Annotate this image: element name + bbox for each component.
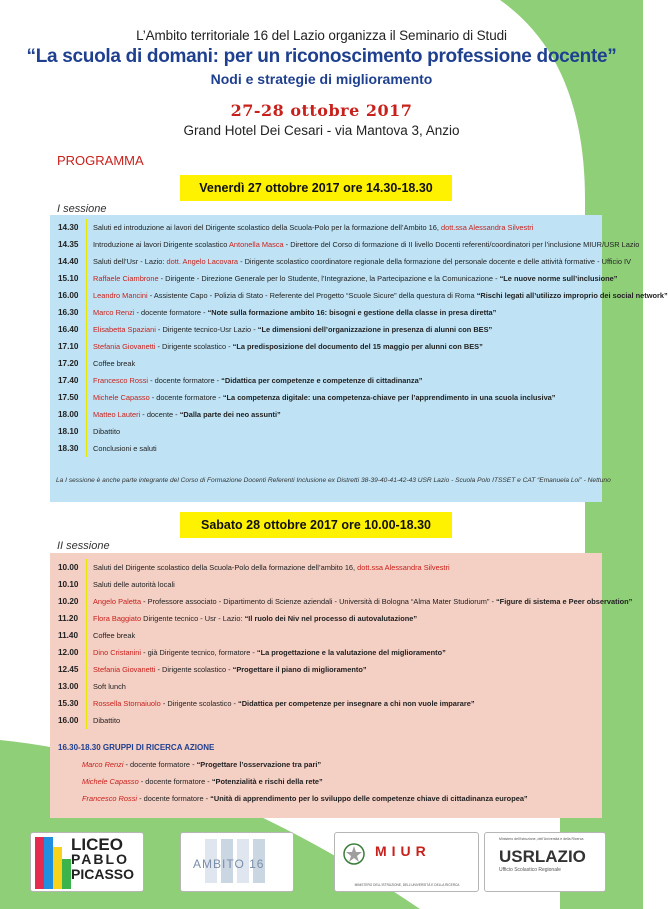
- description-text: - Professore associato - Dipartimento di Scienze aziendali - Università di Bologna “Alma Mater Studiorum” -: [141, 597, 496, 606]
- talk-title: “Progettare il piano di miglioramento”: [232, 665, 367, 674]
- usr-logo-sub: Ufficio Scolastico Regionale: [499, 867, 561, 873]
- description-text: - Direttore del Corso di formazione di II livello Docenti referenti/coordinatori per l’inclusione MIUR/USR Lazio: [283, 240, 640, 249]
- schedule-time: 18.00: [58, 410, 79, 419]
- schedule-time: 16.30: [58, 308, 79, 317]
- schedule-time: 11.40: [58, 631, 79, 640]
- schedule-divider: [86, 236, 87, 253]
- groups-heading: 16.30-18.30 GRUPPI DI RICERCA AZIONE: [58, 743, 215, 752]
- schedule-divider: [86, 627, 87, 644]
- talk-title: “La competenza digitale: una competenza-chiave per l’apprendimento in una scuola inclusiva”: [222, 393, 556, 402]
- schedule-divider: [86, 661, 87, 678]
- speaker-name: Leandro Mancini: [93, 291, 148, 300]
- talk-title: “Le nuove norme sull’inclusione”: [499, 274, 618, 283]
- schedule-time: 10.20: [58, 597, 79, 606]
- schedule-divider: [86, 559, 87, 576]
- speaker-name: Raffaele Ciambrone: [93, 274, 159, 283]
- description-text: Coffee break: [93, 359, 136, 368]
- group-title: “Unità di apprendimento per lo sviluppo delle competenze chiave di cittadinanza europea”: [210, 794, 528, 803]
- schedule-divider: [86, 593, 87, 610]
- schedule-time: 12.45: [58, 665, 79, 674]
- description-text: - docente formatore -: [148, 376, 222, 385]
- schedule-time: 16.00: [58, 291, 79, 300]
- schedule-row: [58, 236, 640, 253]
- group-leader: Francesco Rossi: [82, 794, 138, 803]
- schedule-time: 14.30: [58, 223, 79, 232]
- schedule-description: [93, 325, 492, 334]
- speaker-name: Angelo Paletta: [93, 597, 142, 606]
- schedule-description: [93, 291, 668, 300]
- description-text: - Dirigente scolastico -: [155, 342, 233, 351]
- miur-logo-text: MINISTERO DELL’ISTRUZIONE, DELL’UNIVERSITÀ E DELLA RICERCA: [354, 883, 460, 887]
- schedule-divider: [86, 610, 87, 627]
- schedule-row: [58, 712, 598, 729]
- talk-title: “Note sulla formazione ambito 16: bisogni e gestione della classe in presa diretta”: [207, 308, 497, 317]
- schedule-description: [93, 410, 281, 419]
- day-bar-saturday: Sabato 28 ottobre 2017 ore 10.00-18.30: [180, 512, 452, 538]
- schedule-row: [58, 389, 598, 406]
- schedule-divider: [86, 338, 87, 355]
- group-row: [58, 773, 598, 790]
- schedule-row: [58, 270, 618, 287]
- usr-logo-text: USRLAZIO: [499, 847, 586, 866]
- talk-title: “Il ruolo dei Niv nel processo di autovalutazione”: [244, 614, 418, 623]
- group-title: “Progettare l’osservazione tra pari”: [196, 760, 322, 769]
- schedule-description: [93, 223, 533, 232]
- schedule-row: [58, 661, 598, 678]
- schedule-divider: [86, 389, 87, 406]
- schedule-time: 18.10: [58, 427, 79, 436]
- group-leader: Marco Renzi: [82, 760, 124, 769]
- schedule-divider: [86, 695, 87, 712]
- seminar-title: “La scuola di domani: per un riconoscimento professione docente”: [26, 46, 617, 67]
- group-role: - docente formatore -: [123, 760, 197, 769]
- programma-label: PROGRAMMA: [57, 153, 144, 168]
- description-text: - Assistente Capo - Polizia di Stato - Referente del Progetto “Scuole Sicure” della questura di Roma: [147, 291, 477, 300]
- description-text: - Dirigente scolastico -: [160, 699, 239, 708]
- schedule-description: [93, 580, 175, 589]
- session-2-schedule: [58, 559, 633, 729]
- talk-title: “Didattica per competenze e competenze di cittadinanza”: [221, 376, 423, 385]
- schedule-description: [93, 597, 632, 606]
- logo-liceo-picasso: [30, 832, 144, 892]
- schedule-description: [93, 444, 157, 453]
- talk-title: “Figure di sistema e Peer observation”: [495, 597, 633, 606]
- description-text: Saluti dell’Usr - Lazio:: [93, 257, 167, 266]
- speaker-name: Marco Renzi: [93, 308, 135, 317]
- description-text: - Dirigente scolastico coordinatore regionale della formazione del personale docente e delle attività formative - Ufficio IV: [238, 257, 632, 266]
- talk-title: “La progettazione e la valutazione del miglioramento”: [256, 648, 446, 657]
- session-label-2: II sessione: [57, 540, 110, 552]
- schedule-divider: [86, 576, 87, 593]
- speaker-name: Michele Capasso: [93, 393, 150, 402]
- schedule-description: [93, 614, 417, 623]
- schedule-row: [58, 627, 598, 644]
- description-text: - già Dirigente tecnico, formatore -: [141, 648, 257, 657]
- description-text: Soft lunch: [93, 682, 126, 691]
- description-text: Coffee break: [93, 631, 136, 640]
- speaker-name: Matteo Lauteri: [93, 410, 141, 419]
- schedule-row: [58, 559, 598, 576]
- session-1-note: La I sessione è anche parte integrante del Corso di Formazione Docenti Referenti Inclusione ex Distretti 38-39-40-41-42-43 USR Lazio - Scuola Polo ITSSET e CAT “Emanuela Loi” - Nettuno: [56, 477, 611, 484]
- schedule-time: 17.40: [58, 376, 79, 385]
- schedule-description: [93, 359, 135, 368]
- ambito-logo-text: AMBITO 16: [193, 857, 265, 871]
- schedule-time: 15.10: [58, 274, 79, 283]
- schedule-divider: [86, 304, 87, 321]
- description-text: - Dirigente tecnico-Usr Lazio -: [155, 325, 258, 334]
- schedule-row: [58, 219, 598, 236]
- speaker-name: Antonella Masca: [228, 240, 284, 249]
- schedule-divider: [86, 372, 87, 389]
- schedule-divider: [86, 355, 87, 372]
- miur-letters: MIUR: [375, 843, 431, 859]
- schedule-description: [93, 308, 496, 317]
- schedule-time: 14.35: [58, 240, 79, 249]
- schedule-time: 18.30: [58, 444, 79, 453]
- speaker-name: Stefania Giovanetti: [93, 342, 156, 351]
- speaker-name: Flora Baggiato: [93, 614, 142, 623]
- schedule-time: 13.00: [58, 682, 79, 691]
- description-text: - docente formatore -: [149, 393, 223, 402]
- schedule-divider: [86, 423, 87, 440]
- schedule-description: [93, 716, 120, 725]
- group-row: [58, 790, 598, 807]
- schedule-row: [58, 423, 598, 440]
- logo-ambito-16: [180, 832, 294, 892]
- schedule-row: [58, 576, 598, 593]
- schedule-description: [93, 257, 631, 266]
- schedule-description: [93, 648, 446, 657]
- talk-title: “Rischi legati all’utilizzo improprio dei social network”: [476, 291, 668, 300]
- schedule-row: [58, 678, 598, 695]
- schedule-description: [93, 682, 126, 691]
- description-text: - docente -: [140, 410, 180, 419]
- description-text: Saluti ed introduzione ai lavori del Dirigente scolastico della Scuola-Polo per la formazione dell’Ambito 16,: [93, 223, 441, 232]
- schedule-row: [58, 610, 598, 627]
- schedule-time: 16.00: [58, 716, 79, 725]
- schedule-description: [93, 393, 555, 402]
- schedule-description: [93, 563, 450, 572]
- schedule-time: 16.40: [58, 325, 79, 334]
- schedule-row: [58, 355, 598, 372]
- schedule-row: [58, 304, 598, 321]
- schedule-row: [58, 253, 632, 270]
- schedule-time: 11.20: [58, 614, 79, 623]
- group-title: “Potenzialità e rischi della rete”: [211, 777, 323, 786]
- schedule-divider: [86, 321, 87, 338]
- schedule-divider: [86, 253, 87, 270]
- speaker-name: Elisabetta Spaziani: [93, 325, 156, 334]
- schedule-description: [93, 427, 120, 436]
- speaker-name: dott.ssa Alessandra Silvestri: [440, 223, 534, 232]
- schedule-row: [58, 593, 633, 610]
- schedule-divider: [86, 270, 87, 287]
- speaker-name: dott.ssa Alessandra Silvestri: [357, 563, 450, 572]
- speaker-name: Dino Cristanini: [93, 648, 142, 657]
- header: [0, 28, 643, 138]
- schedule-description: [93, 274, 617, 283]
- schedule-description: [93, 699, 475, 708]
- schedule-description: [93, 342, 483, 351]
- description-text: Conclusioni e saluti: [93, 444, 157, 453]
- description-text: Introduzione ai lavori Dirigente scolastico: [93, 240, 229, 249]
- speaker-name: dott. Angelo Lacovara: [166, 257, 239, 266]
- speaker-name: Stefania Giovanetti: [93, 665, 156, 674]
- schedule-divider: [86, 287, 87, 304]
- group-role: - docente formatore -: [138, 777, 212, 786]
- schedule-time: 10.00: [58, 563, 79, 572]
- schedule-divider: [86, 678, 87, 695]
- schedule-description: [93, 376, 422, 385]
- description-text: - Dirigente - Direzione Generale per lo Studente, l’Integrazione, la Partecipazione e la Comunicazione -: [158, 274, 500, 283]
- schedule-description: [93, 665, 367, 674]
- groups-list: [58, 756, 598, 807]
- description-text: Saluti delle autorità locali: [93, 580, 175, 589]
- description-text: - Dirigente scolastico -: [155, 665, 233, 674]
- description-text: Dibattito: [93, 427, 121, 436]
- schedule-time: 17.50: [58, 393, 79, 402]
- schedule-time: 17.10: [58, 342, 79, 351]
- description-text: Dibattito: [93, 716, 121, 725]
- seminar-date: 27-28 ottobre 2017: [230, 101, 413, 120]
- talk-title: “Didattica per competenze per insegnare a chi non vuole imparare”: [238, 699, 475, 708]
- schedule-row: [58, 372, 598, 389]
- schedule-time: 17.20: [58, 359, 79, 368]
- schedule-row: [58, 287, 668, 304]
- header-intro: L’Ambito territoriale 16 del Lazio organizza il Seminario di Studi: [136, 28, 507, 43]
- italian-emblem-icon: [343, 843, 365, 865]
- group-leader: Michele Capasso: [82, 777, 139, 786]
- schedule-row: [58, 695, 598, 712]
- schedule-divider: [86, 712, 87, 729]
- liceo-color-icon: [35, 837, 71, 889]
- session-2-panel: [50, 553, 633, 818]
- speaker-name: Francesco Rossi: [93, 376, 149, 385]
- session-1-panel: [50, 215, 668, 502]
- schedule-time: 12.00: [58, 648, 79, 657]
- schedule-row: [58, 440, 598, 457]
- usr-logo-ministry: Ministero dell’Istruzione, dell’Università e della Ricerca: [499, 837, 584, 841]
- group-role: - docente formatore -: [137, 794, 211, 803]
- speaker-name: Rossella Stornaiuolo: [93, 699, 161, 708]
- session-label-1: I sessione: [57, 203, 107, 215]
- seminar-subtitle: Nodi e strategie di miglioramento: [210, 71, 433, 87]
- description-text: - docente formatore -: [134, 308, 208, 317]
- schedule-divider: [86, 440, 87, 457]
- logo-usr-lazio: [484, 832, 606, 892]
- schedule-time: 15.30: [58, 699, 79, 708]
- schedule-time: 10.10: [58, 580, 79, 589]
- schedule-time: 14.40: [58, 257, 79, 266]
- liceo-logo-text: LICEO PABLO PICASSO: [71, 835, 135, 882]
- talk-title: “La predisposizione del documento del 15 maggio per alunni con BES”: [232, 342, 483, 351]
- session-1-schedule: [58, 219, 668, 457]
- description-text: Dirigente tecnico - Usr - Lazio:: [141, 614, 245, 623]
- seminar-venue: Grand Hotel Dei Cesari - via Mantova 3, Anzio: [183, 123, 460, 138]
- schedule-row: [58, 406, 598, 423]
- talk-title: “Dalla parte dei neo assunti”: [179, 410, 281, 419]
- group-row: [58, 756, 598, 773]
- schedule-row: [58, 321, 598, 338]
- description-text: Saluti del Dirigente scolastico della Scuola-Polo della formazione dell’ambito 16,: [93, 563, 358, 572]
- schedule-divider: [86, 644, 87, 661]
- schedule-row: [58, 644, 598, 661]
- schedule-description: [93, 240, 639, 249]
- schedule-divider: [86, 219, 87, 236]
- logo-miur: [334, 832, 479, 892]
- schedule-row: [58, 338, 598, 355]
- day-bar-friday: Venerdì 27 ottobre 2017 ore 14.30-18.30: [180, 175, 452, 201]
- schedule-divider: [86, 406, 87, 423]
- talk-title: “Le dimensioni dell’organizzazione in presenza di alunni con BES”: [257, 325, 493, 334]
- schedule-description: [93, 631, 135, 640]
